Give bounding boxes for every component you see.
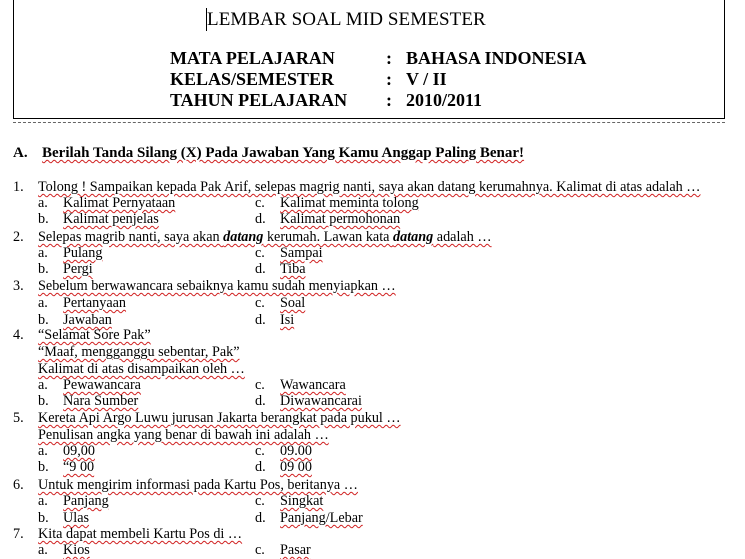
option-text: Kalimat permohonan xyxy=(280,211,401,227)
option-text: Panjang xyxy=(63,493,109,509)
question-number: 6. xyxy=(13,477,24,493)
stem-emphasis: datang xyxy=(393,229,434,245)
header-label: MATA PELAJARAN xyxy=(170,48,335,68)
option-text: Diwawancarai xyxy=(280,393,362,409)
option-text: Pewawancara xyxy=(63,377,141,393)
question-stem: “Maaf, mengganggu sebentar, Pak” xyxy=(38,344,240,360)
option-letter: c. xyxy=(255,493,265,509)
option-letter: d. xyxy=(255,510,266,526)
header-colon: : xyxy=(386,90,392,110)
question-stem: Kita dapat membeli Kartu Pos di … xyxy=(38,526,243,542)
section-divider xyxy=(13,122,725,123)
option-letter: d. xyxy=(255,393,266,409)
option-text: Wawancara xyxy=(280,377,346,393)
option-text: 09 00 xyxy=(280,459,312,475)
option-letter: c. xyxy=(255,443,265,459)
header-label: KELAS/SEMESTER xyxy=(170,69,335,89)
question-number: 5. xyxy=(13,410,24,426)
question-number: 4. xyxy=(13,327,24,343)
option-text: “9 00 xyxy=(63,459,95,475)
option-text: 09,00 xyxy=(63,443,95,459)
option-text: 09.00 xyxy=(280,443,312,459)
option-letter: a. xyxy=(38,245,48,261)
option-text: Kalimat Pernyataan xyxy=(63,195,176,211)
option-letter: b. xyxy=(38,393,49,409)
option-text: Panjang/Lebar xyxy=(280,510,363,526)
stem-emphasis: datang xyxy=(223,229,264,245)
stem-text: Selepas magrib nanti, saya akan xyxy=(38,229,224,245)
header-value: 2010/2011 xyxy=(406,90,483,110)
header-colon: : xyxy=(386,48,392,68)
option-letter: b. xyxy=(38,459,49,475)
question-number: 7. xyxy=(13,526,24,542)
option-letter: a. xyxy=(38,195,48,211)
option-letter: d. xyxy=(255,261,266,277)
option-text: Sampai xyxy=(280,245,323,261)
option-text: Singkat xyxy=(280,493,324,509)
option-letter: a. xyxy=(38,493,48,509)
option-text: Isi xyxy=(280,312,295,328)
option-text: Tiba xyxy=(280,261,306,277)
option-letter: d. xyxy=(255,312,266,328)
option-letter: b. xyxy=(38,312,49,328)
header-value: V / II xyxy=(406,69,447,89)
option-text: Kios xyxy=(63,542,90,558)
question-stem: “Selamat Sore Pak” xyxy=(38,327,151,343)
option-text: Pertanyaan xyxy=(63,295,127,311)
question-stem xyxy=(38,229,492,245)
header-value: BAHASA INDONESIA xyxy=(406,48,587,68)
option-letter: d. xyxy=(255,211,266,227)
option-letter: a. xyxy=(38,377,48,393)
option-text: Ulas xyxy=(63,510,90,526)
question-number: 3. xyxy=(13,278,24,294)
section-letter: A. xyxy=(13,145,28,161)
option-letter: b. xyxy=(38,261,49,277)
option-letter: a. xyxy=(38,542,48,558)
option-text: Pasar xyxy=(280,542,311,558)
option-letter: c. xyxy=(255,542,265,558)
option-text: Nara Sumber xyxy=(63,393,139,409)
option-letter: c. xyxy=(255,377,265,393)
option-text: Soal xyxy=(280,295,306,311)
option-text: Kalimat penjelas xyxy=(63,211,159,227)
question-stem: Kalimat di atas disampaikan oleh … xyxy=(38,361,245,377)
page-title: LEMBAR SOAL MID SEMESTER xyxy=(207,9,486,30)
option-text: Pergi xyxy=(63,261,93,277)
option-text: Jawaban xyxy=(63,312,112,328)
option-letter: c. xyxy=(255,295,265,311)
question-stem: Kereta Api Argo Luwu jurusan Jakarta berangkat pada pukul … xyxy=(38,410,401,426)
option-letter: c. xyxy=(255,245,265,261)
option-letter: b. xyxy=(38,510,49,526)
option-letter: c. xyxy=(255,195,265,211)
header-label: TAHUN PELAJARAN xyxy=(170,90,348,110)
option-letter: a. xyxy=(38,295,48,311)
header-colon: : xyxy=(386,69,392,89)
question-stem: Untuk mengirim informasi pada Kartu Pos, beritanya … xyxy=(38,477,358,493)
question-stem: Penulisan angka yang benar di bawah ini adalah … xyxy=(38,427,329,443)
question-number: 1. xyxy=(13,179,24,195)
section-instruction: Berilah Tanda Silang (X) Pada Jawaban Yang Kamu Anggap Paling Benar! xyxy=(42,145,525,161)
question-number: 2. xyxy=(13,229,24,245)
option-text: Kalimat meminta tolong xyxy=(280,195,419,211)
option-letter: a. xyxy=(38,443,48,459)
option-text: Pulang xyxy=(63,245,103,261)
stem-text: adalah … xyxy=(433,229,492,245)
option-letter: d. xyxy=(255,459,266,475)
option-letter: b. xyxy=(38,211,49,227)
question-stem: Sebelum berwawancara sebaiknya kamu sudah menyiapkan … xyxy=(38,278,396,294)
stem-text: kerumah. Lawan kata xyxy=(263,229,393,245)
question-stem: Tolong ! Sampaikan kepada Pak Arif, selepas magrig nanti, saya akan datang kerumahnya. Kalimat di atas adalah … xyxy=(38,179,701,195)
